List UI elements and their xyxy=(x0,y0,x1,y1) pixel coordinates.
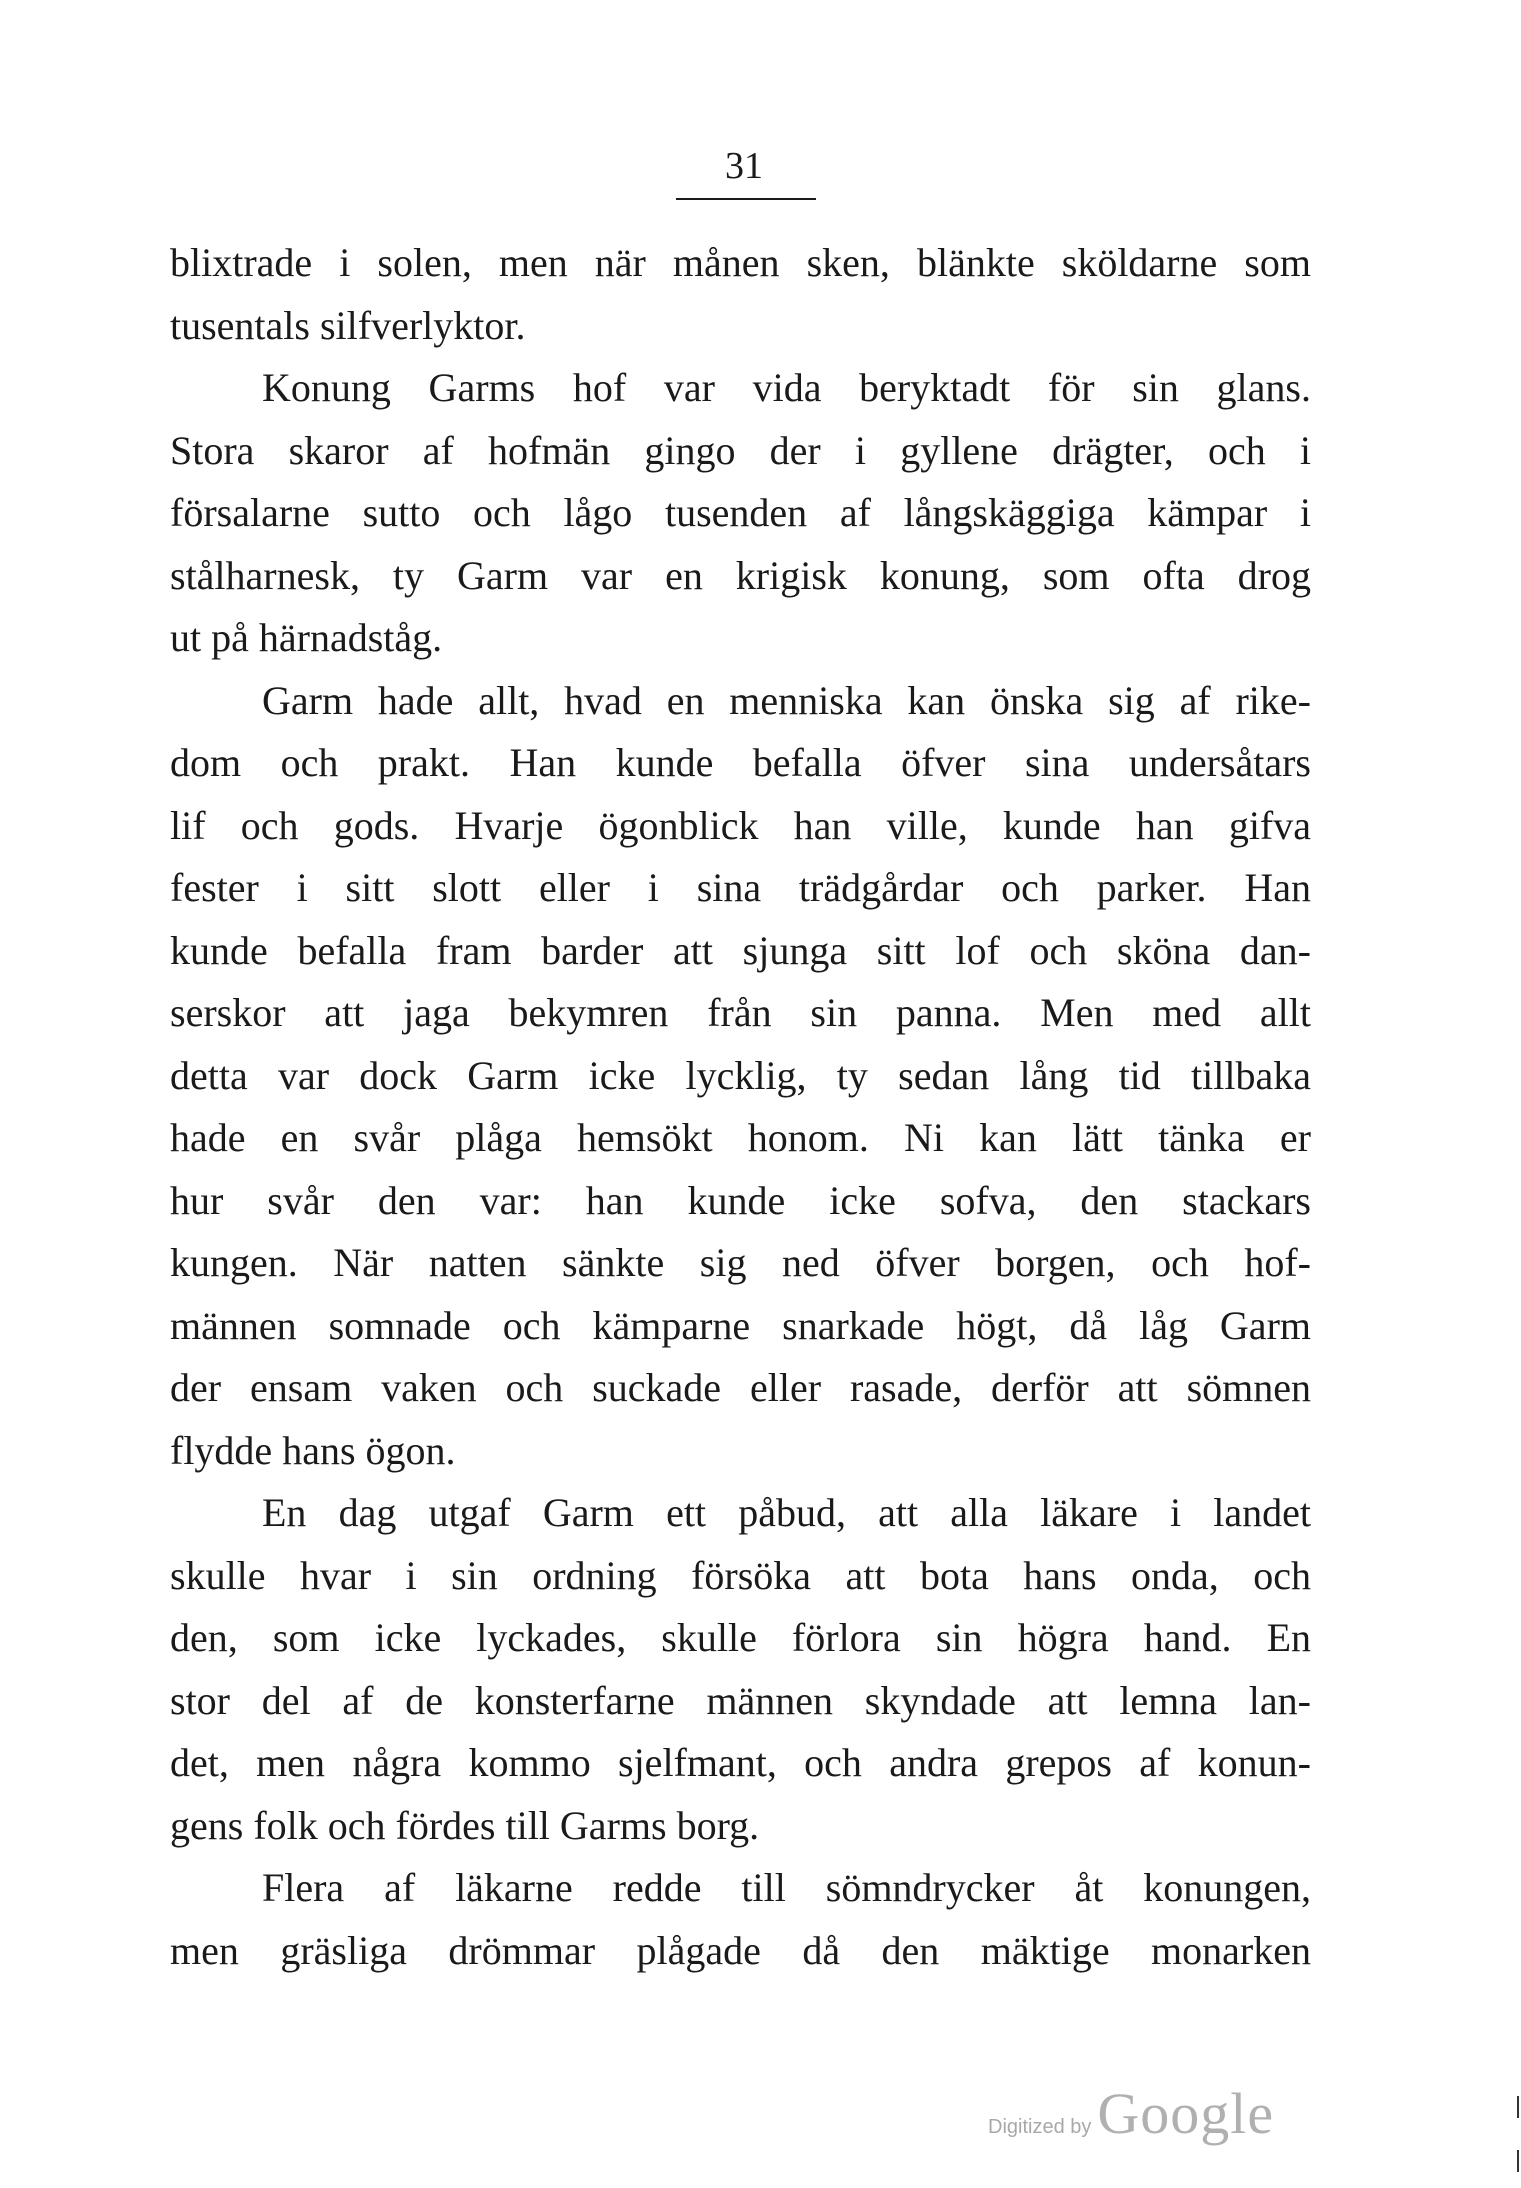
scan-edge-mark xyxy=(1517,2096,1519,2118)
text-line: blixtrade i solen, men när månen sken, blänkte sköldarne som xyxy=(170,240,1311,285)
text-line: stor del af de konsterfarne männen skyndade att lemna lan- xyxy=(170,1677,1311,1723)
scan-edge-mark xyxy=(1517,2150,1519,2172)
text-line: der ensam vaken och suckade eller rasade, derför att sömnen xyxy=(170,1365,1311,1410)
text-line: flydde hans ögon. xyxy=(170,1427,456,1473)
text-line: hur svår den var: han kunde icke sofva, den stackars xyxy=(170,1177,1311,1223)
text-line: hade en svår plåga hemsökt honom. Ni kan lätt tänka er xyxy=(170,1115,1311,1160)
text-line: stålharnesk, ty Garm var en krigisk konung, som ofta drog xyxy=(170,552,1311,598)
text-line: Stora skaror af hofmän gingo der i gyllene drägter, och i xyxy=(170,427,1311,473)
page-number-rule xyxy=(676,198,816,200)
text-line: gens folk och fördes till Garms borg. xyxy=(170,1802,760,1848)
text-line: tusentals silfverlyktor. xyxy=(170,302,526,348)
text-line: skulle hvar i sin ordning försöka att bota hans onda, och xyxy=(170,1552,1311,1598)
text-line: serskor att jaga bekymren från sin panna. Men med allt xyxy=(170,990,1311,1035)
text-line: dom och prakt. Han kunde befalla öfver sina undersåtars xyxy=(170,740,1311,785)
text-line: kungen. När natten sänkte sig ned öfver borgen, och hof- xyxy=(170,1240,1311,1285)
text-line: kunde befalla fram barder att sjunga sitt lof och sköna dan- xyxy=(170,927,1311,973)
text-line: det, men några kommo sjelfmant, och andra grepos af konun- xyxy=(170,1740,1311,1785)
watermark-prefix: Digitized by xyxy=(988,2116,1092,2138)
text-line: fester i sitt slott eller i sina trädgårdar och parker. Han xyxy=(170,865,1311,910)
text-line: En dag utgaf Garm ett påbud, att alla läkare i landet xyxy=(262,1490,1311,1535)
body-text xyxy=(170,232,1311,1982)
text-line: försalarne sutto och lågo tusenden af långskäggiga kämpar i xyxy=(170,490,1311,535)
text-line: ut på härnadståg. xyxy=(170,615,443,660)
text-line: Garm hade allt, hvad en menniska kan önska sig af rike- xyxy=(262,677,1311,723)
page-number: 31 xyxy=(725,145,763,187)
text-line: lif och gods. Hvarje ögonblick han ville, kunde han gifva xyxy=(170,802,1311,848)
text-line: den, som icke lyckades, skulle förlora sin högra hand. En xyxy=(170,1615,1311,1660)
text-line: männen somnade och kämparne snarkade högt, då låg Garm xyxy=(170,1302,1311,1348)
text-line: detta var dock Garm icke lycklig, ty sedan lång tid tillbaka xyxy=(170,1052,1311,1098)
digitized-watermark xyxy=(988,2080,1275,2146)
text-line: Flera af läkarne redde till sömndrycker åt konungen, xyxy=(262,1865,1311,1910)
text-line: Konung Garms hof var vida beryktadt för sin glans. xyxy=(262,365,1311,410)
google-logo: Google xyxy=(1097,2081,1275,2146)
text-line: men gräsliga drömmar plågade då den mäktige monarken xyxy=(170,1927,1311,1973)
